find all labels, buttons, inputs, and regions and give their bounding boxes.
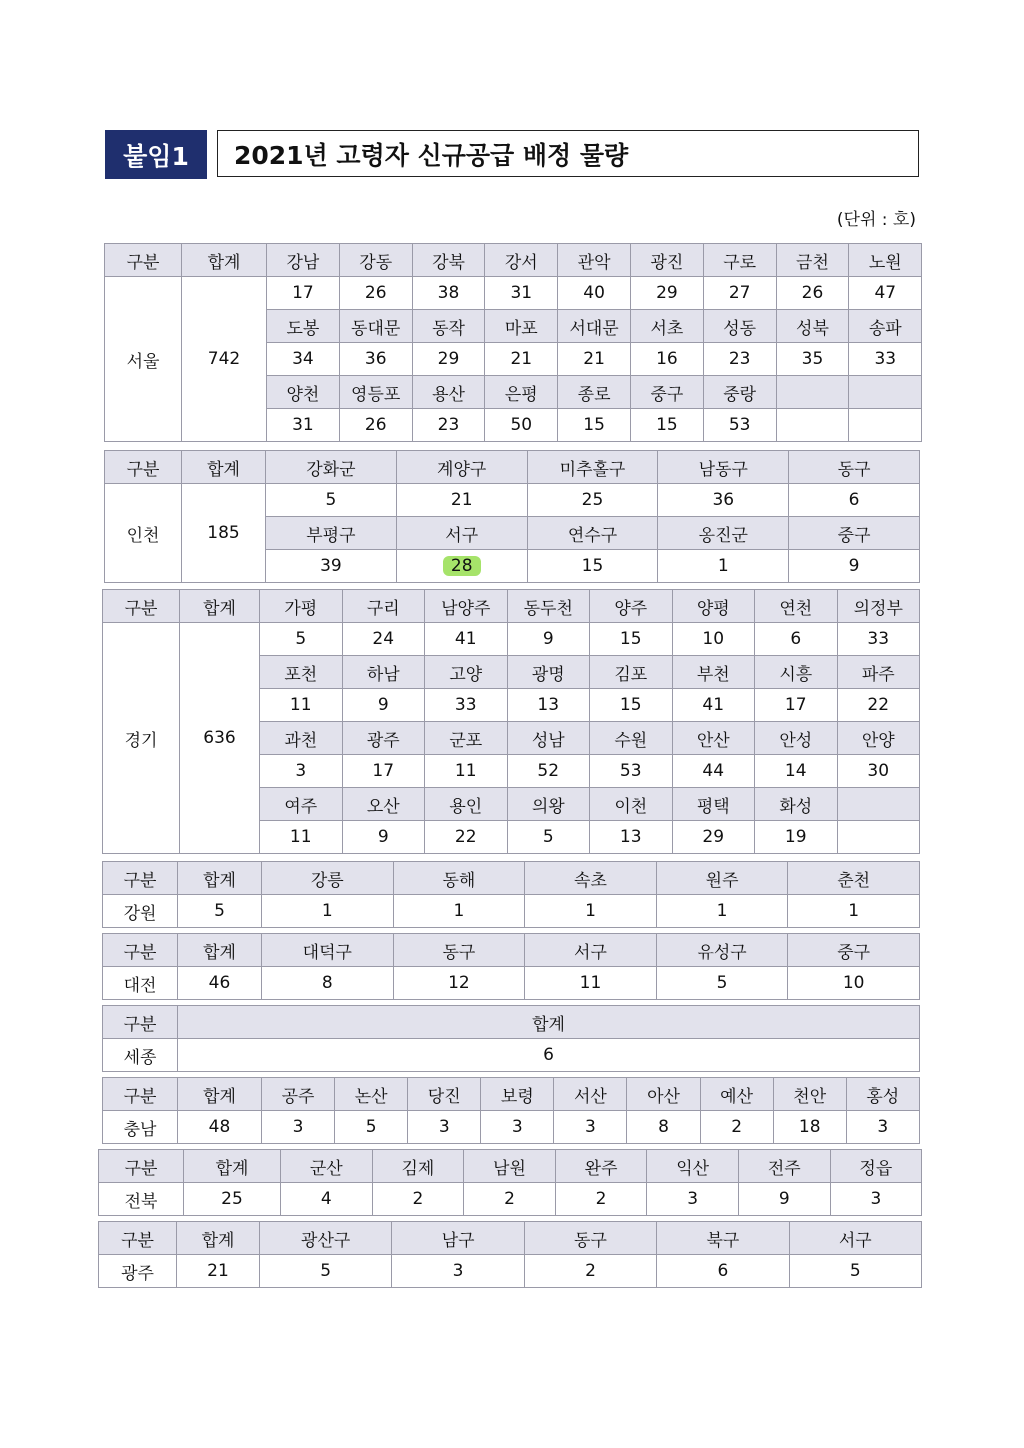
table-header-row	[103, 862, 920, 895]
region-total: 6	[178, 1039, 920, 1072]
district-name: 관악	[558, 244, 631, 277]
district-value: 33	[837, 623, 920, 656]
district-name: 연천	[755, 590, 838, 623]
district-name: 예산	[700, 1078, 773, 1111]
district-value: 6	[755, 623, 838, 656]
total-header: 합계	[178, 1006, 920, 1039]
district-value: 41	[672, 689, 755, 722]
district-value: 5	[507, 821, 590, 854]
district-value: 2	[700, 1111, 773, 1144]
district-name: 화성	[755, 788, 838, 821]
district-value: 3	[647, 1183, 739, 1216]
district-name: 파주	[837, 656, 920, 689]
district-name: 강화군	[266, 451, 397, 484]
district-value: 9	[342, 821, 425, 854]
district-value: 24	[342, 623, 425, 656]
district-name: 은평	[485, 376, 558, 409]
category-header: 구분	[105, 451, 182, 484]
district-name: 논산	[335, 1078, 408, 1111]
district-name: 서초	[630, 310, 703, 343]
district-value: 5	[260, 1255, 392, 1288]
district-name: 성동	[703, 310, 776, 343]
empty-cell	[837, 821, 920, 854]
district-value: 2	[372, 1183, 464, 1216]
district-value: 5	[656, 967, 788, 1000]
seoul-table	[104, 243, 922, 442]
district-name: 하남	[342, 656, 425, 689]
district-value: 15	[527, 550, 658, 583]
district-name: 원주	[656, 862, 788, 895]
district-value: 6	[657, 1255, 789, 1288]
district-value: 29	[412, 343, 485, 376]
district-name: 강서	[485, 244, 558, 277]
district-value: 11	[525, 967, 657, 1000]
district-value: 15	[590, 623, 673, 656]
district-name: 대덕구	[262, 934, 394, 967]
district-name: 안양	[837, 722, 920, 755]
incheon-table	[104, 450, 920, 583]
sejong-table	[102, 1005, 920, 1072]
district-value: 23	[412, 409, 485, 442]
district-value: 15	[558, 409, 631, 442]
table-header-row	[105, 451, 920, 484]
category-header: 구분	[105, 244, 182, 277]
district-name: 중랑	[703, 376, 776, 409]
category-header: 구분	[103, 862, 178, 895]
district-value: 38	[412, 277, 485, 310]
district-value: 3	[262, 1111, 335, 1144]
district-name: 동두천	[507, 590, 590, 623]
region-total: 21	[177, 1255, 260, 1288]
district-name: 서대문	[558, 310, 631, 343]
district-name: 강릉	[262, 862, 394, 895]
region-name: 서울	[105, 277, 182, 442]
district-value: 10	[788, 967, 920, 1000]
district-name: 춘천	[788, 862, 920, 895]
district-value: 8	[627, 1111, 700, 1144]
district-name: 동해	[393, 862, 525, 895]
district-value: 4	[281, 1183, 373, 1216]
region-total: 742	[182, 277, 267, 442]
table-row	[103, 1039, 920, 1072]
district-value: 53	[590, 755, 673, 788]
district-name: 남원	[464, 1150, 556, 1183]
district-name: 홍성	[846, 1078, 919, 1111]
district-value: 1	[525, 895, 657, 928]
district-value: 15	[590, 689, 673, 722]
district-name: 안성	[755, 722, 838, 755]
total-header: 합계	[182, 244, 267, 277]
district-name: 강동	[339, 244, 412, 277]
district-value: 11	[260, 689, 343, 722]
empty-cell	[776, 376, 849, 409]
total-header: 합계	[180, 590, 260, 623]
district-value: 41	[425, 623, 508, 656]
district-name: 동구	[393, 934, 525, 967]
district-value: 29	[672, 821, 755, 854]
district-name: 익산	[647, 1150, 739, 1183]
district-name: 양천	[267, 376, 340, 409]
table-header-row	[99, 1150, 922, 1183]
region-name: 충남	[103, 1111, 178, 1144]
district-value: 3	[846, 1111, 919, 1144]
table-row	[103, 895, 920, 928]
district-name: 과천	[260, 722, 343, 755]
district-name: 포천	[260, 656, 343, 689]
district-value: 1	[658, 550, 789, 583]
district-value: 17	[755, 689, 838, 722]
district-value: 34	[267, 343, 340, 376]
district-name: 용산	[412, 376, 485, 409]
district-value: 30	[837, 755, 920, 788]
district-name: 김포	[590, 656, 673, 689]
district-name: 서구	[789, 1222, 921, 1255]
region-total: 636	[180, 623, 260, 854]
district-value: 53	[703, 409, 776, 442]
district-name: 강북	[412, 244, 485, 277]
district-name: 김제	[372, 1150, 464, 1183]
attachment-badge: 붙임1	[105, 130, 207, 179]
district-name: 성남	[507, 722, 590, 755]
district-name: 남동구	[658, 451, 789, 484]
district-name: 남양주	[425, 590, 508, 623]
district-name: 서구	[396, 517, 527, 550]
district-name: 유성구	[656, 934, 788, 967]
district-name: 계양구	[396, 451, 527, 484]
district-name: 평택	[672, 788, 755, 821]
district-name: 북구	[657, 1222, 789, 1255]
district-value: 22	[837, 689, 920, 722]
region-name: 세종	[103, 1039, 178, 1072]
daejeon-table	[102, 933, 920, 1000]
district-value: 17	[267, 277, 340, 310]
district-name: 부평구	[266, 517, 397, 550]
district-name: 종로	[558, 376, 631, 409]
district-name: 공주	[262, 1078, 335, 1111]
empty-cell	[849, 376, 922, 409]
region-total: 48	[178, 1111, 262, 1144]
gangwon-table	[102, 861, 920, 928]
district-name: 동구	[524, 1222, 656, 1255]
region-name: 전북	[99, 1183, 184, 1216]
district-name: 오산	[342, 788, 425, 821]
region-total: 185	[182, 484, 266, 583]
district-value: 47	[849, 277, 922, 310]
district-value: 35	[776, 343, 849, 376]
district-name: 광산구	[260, 1222, 392, 1255]
region-name: 강원	[103, 895, 178, 928]
district-value: 3	[260, 755, 343, 788]
district-name: 완주	[555, 1150, 647, 1183]
district-value: 5	[789, 1255, 921, 1288]
district-value: 3	[830, 1183, 922, 1216]
district-value: 14	[755, 755, 838, 788]
district-name: 구로	[703, 244, 776, 277]
page-title: 2021년 고령자 신규공급 배정 물량	[217, 130, 919, 177]
total-header: 합계	[178, 934, 262, 967]
table-row	[103, 967, 920, 1000]
table-row	[99, 1255, 922, 1288]
district-value: 9	[789, 550, 920, 583]
district-name: 수원	[590, 722, 673, 755]
district-name: 서산	[554, 1078, 627, 1111]
district-name: 서구	[525, 934, 657, 967]
district-value: 50	[485, 409, 558, 442]
gwangju-table	[98, 1221, 922, 1288]
district-name: 군산	[281, 1150, 373, 1183]
total-header: 합계	[182, 451, 266, 484]
district-value: 25	[527, 484, 658, 517]
district-value: 18	[773, 1111, 846, 1144]
table-header-row	[103, 934, 920, 967]
empty-cell	[849, 409, 922, 442]
district-name: 금천	[776, 244, 849, 277]
district-value: 26	[339, 277, 412, 310]
chungnam-table	[102, 1077, 920, 1144]
district-value: 5	[266, 484, 397, 517]
district-value: 9	[738, 1183, 830, 1216]
empty-cell	[837, 788, 920, 821]
table-header-row	[103, 1006, 920, 1039]
district-value: 19	[755, 821, 838, 854]
district-value: 12	[393, 967, 525, 1000]
category-header: 구분	[103, 1006, 178, 1039]
district-value: 31	[485, 277, 558, 310]
empty-cell	[776, 409, 849, 442]
district-value: 3	[408, 1111, 481, 1144]
district-name: 시흥	[755, 656, 838, 689]
district-value: 33	[425, 689, 508, 722]
district-name: 부천	[672, 656, 755, 689]
district-name: 남구	[392, 1222, 524, 1255]
total-header: 합계	[184, 1150, 281, 1183]
district-value: 52	[507, 755, 590, 788]
district-name: 양평	[672, 590, 755, 623]
district-name: 동작	[412, 310, 485, 343]
district-value: 9	[342, 689, 425, 722]
district-name: 광진	[630, 244, 703, 277]
district-name: 보령	[481, 1078, 554, 1111]
district-name: 동대문	[339, 310, 412, 343]
district-value: 2	[555, 1183, 647, 1216]
category-header: 구분	[99, 1150, 184, 1183]
district-name: 중구	[788, 934, 920, 967]
district-name: 전주	[738, 1150, 830, 1183]
district-name: 광주	[342, 722, 425, 755]
district-name: 마포	[485, 310, 558, 343]
district-name: 미추홀구	[527, 451, 658, 484]
highlighted-cell	[396, 550, 527, 583]
district-value: 13	[590, 821, 673, 854]
category-header: 구분	[103, 934, 178, 967]
district-name: 양주	[590, 590, 673, 623]
district-value: 3	[481, 1111, 554, 1144]
district-name: 이천	[590, 788, 673, 821]
district-value: 39	[266, 550, 397, 583]
district-value: 22	[425, 821, 508, 854]
district-value: 21	[558, 343, 631, 376]
table-header-row	[105, 244, 922, 277]
district-value: 40	[558, 277, 631, 310]
district-name: 고양	[425, 656, 508, 689]
total-header: 합계	[178, 1078, 262, 1111]
district-name: 중구	[630, 376, 703, 409]
district-name: 강남	[267, 244, 340, 277]
region-name: 인천	[105, 484, 182, 583]
total-header: 합계	[178, 862, 262, 895]
gyeonggi-table	[102, 589, 920, 854]
district-name: 아산	[627, 1078, 700, 1111]
district-name: 여주	[260, 788, 343, 821]
district-value: 33	[849, 343, 922, 376]
table-row	[105, 484, 920, 517]
district-name: 정읍	[830, 1150, 922, 1183]
district-value: 16	[630, 343, 703, 376]
district-name: 천안	[773, 1078, 846, 1111]
region-total: 46	[178, 967, 262, 1000]
district-value: 29	[630, 277, 703, 310]
district-value: 1	[656, 895, 788, 928]
district-name: 옹진군	[658, 517, 789, 550]
district-value: 1	[393, 895, 525, 928]
highlighter-mark: 28	[443, 556, 481, 576]
table-header-row	[103, 590, 920, 623]
district-value: 3	[554, 1111, 627, 1144]
region-total: 25	[184, 1183, 281, 1216]
district-name: 의정부	[837, 590, 920, 623]
table-header-row	[103, 1078, 920, 1111]
total-header: 합계	[177, 1222, 260, 1255]
district-name: 영등포	[339, 376, 412, 409]
district-name: 당진	[408, 1078, 481, 1111]
district-value: 36	[339, 343, 412, 376]
district-value: 15	[630, 409, 703, 442]
district-name: 광명	[507, 656, 590, 689]
table-header-row	[99, 1222, 922, 1255]
category-header: 구분	[103, 1078, 178, 1111]
district-value: 3	[392, 1255, 524, 1288]
district-name: 노원	[849, 244, 922, 277]
district-name: 군포	[425, 722, 508, 755]
district-name: 동구	[789, 451, 920, 484]
district-value: 9	[507, 623, 590, 656]
district-value: 23	[703, 343, 776, 376]
district-value: 11	[425, 755, 508, 788]
district-value: 6	[789, 484, 920, 517]
district-value: 13	[507, 689, 590, 722]
district-name: 도봉	[267, 310, 340, 343]
district-value: 26	[339, 409, 412, 442]
table-row	[105, 277, 922, 310]
region-name: 경기	[103, 623, 180, 854]
district-value: 21	[485, 343, 558, 376]
region-total: 5	[178, 895, 262, 928]
district-value: 21	[396, 484, 527, 517]
district-value: 1	[262, 895, 394, 928]
district-value: 10	[672, 623, 755, 656]
district-name: 가평	[260, 590, 343, 623]
table-row	[103, 1111, 920, 1144]
page-header	[105, 130, 921, 180]
district-value: 1	[788, 895, 920, 928]
district-value: 5	[335, 1111, 408, 1144]
district-name: 속초	[525, 862, 657, 895]
unit-label: (단위 : 호)	[836, 210, 916, 230]
district-value: 2	[464, 1183, 556, 1216]
district-name: 구리	[342, 590, 425, 623]
region-name: 대전	[103, 967, 178, 1000]
district-name: 송파	[849, 310, 922, 343]
category-header: 구분	[103, 590, 180, 623]
district-name: 안산	[672, 722, 755, 755]
district-value: 17	[342, 755, 425, 788]
district-value: 2	[524, 1255, 656, 1288]
jeonbuk-table	[98, 1149, 922, 1216]
district-name: 중구	[789, 517, 920, 550]
district-value: 26	[776, 277, 849, 310]
district-name: 성북	[776, 310, 849, 343]
district-value: 31	[267, 409, 340, 442]
district-value: 27	[703, 277, 776, 310]
region-name: 광주	[99, 1255, 177, 1288]
district-name: 용인	[425, 788, 508, 821]
category-header: 구분	[99, 1222, 177, 1255]
table-row	[99, 1183, 922, 1216]
district-value: 5	[260, 623, 343, 656]
district-value: 8	[262, 967, 394, 1000]
district-value: 36	[658, 484, 789, 517]
district-name: 연수구	[527, 517, 658, 550]
district-name: 의왕	[507, 788, 590, 821]
table-row	[103, 623, 920, 656]
district-value: 11	[260, 821, 343, 854]
district-value: 44	[672, 755, 755, 788]
